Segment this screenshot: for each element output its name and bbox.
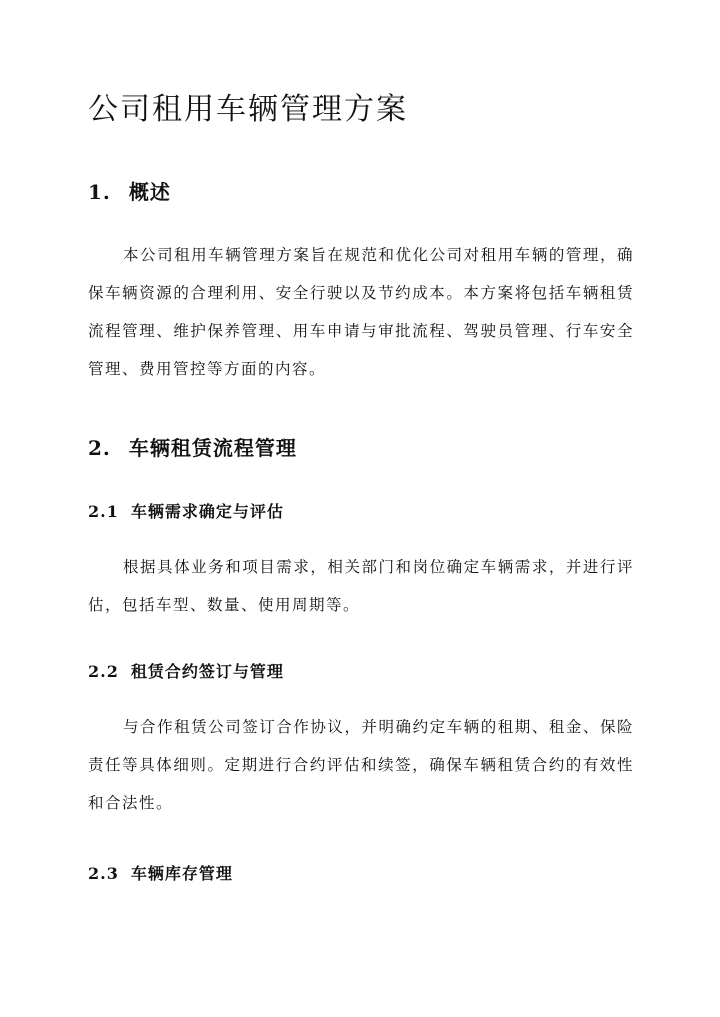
subsection-2-3-heading xyxy=(88,861,233,884)
subsection-2-2-title: 租赁合约签订与管理 xyxy=(130,662,284,681)
section-2-title: 车辆租赁流程管理 xyxy=(128,436,297,460)
subsection-2-1-paragraph: 根据具体业务和项目需求，相关部门和岗位确定车辆需求，并进行评估，包括车型、数量、使用周期等。 xyxy=(88,558,634,614)
section-1-heading xyxy=(88,176,171,205)
section-1-number: 1. xyxy=(88,180,111,204)
subsection-2-2-number: 2.2 xyxy=(88,662,119,681)
section-1-title: 概述 xyxy=(128,180,171,204)
section-2-number: 2. xyxy=(88,436,111,460)
subsection-2-2-heading xyxy=(88,659,284,682)
subsection-2-1-title: 车辆需求确定与评估 xyxy=(130,502,284,521)
section-1-paragraph: 本公司租用车辆管理方案旨在规范和优化公司对租用车辆的管理，确保车辆资源的合理利用、安全行驶以及节约成本。本方案将包括车辆租赁流程管理、维护保养管理、用车申请与审批流程、驾驶员管理、行车安全管理、费用管控等方面的内容。 xyxy=(88,246,634,378)
subsection-2-1-heading xyxy=(88,499,284,522)
section-2-heading xyxy=(88,432,297,461)
subsection-2-1-number: 2.1 xyxy=(88,502,119,521)
document-title: 公司租用车辆管理方案 xyxy=(88,92,408,127)
subsection-2-2-paragraph: 与合作租赁公司签订合作协议，并明确约定车辆的租期、租金、保险责任等具体细则。定期进行合约评估和续签，确保车辆租赁合约的有效性和合法性。 xyxy=(88,718,634,812)
subsection-2-3-number: 2.3 xyxy=(88,864,119,883)
subsection-2-3-title: 车辆库存管理 xyxy=(130,864,233,883)
